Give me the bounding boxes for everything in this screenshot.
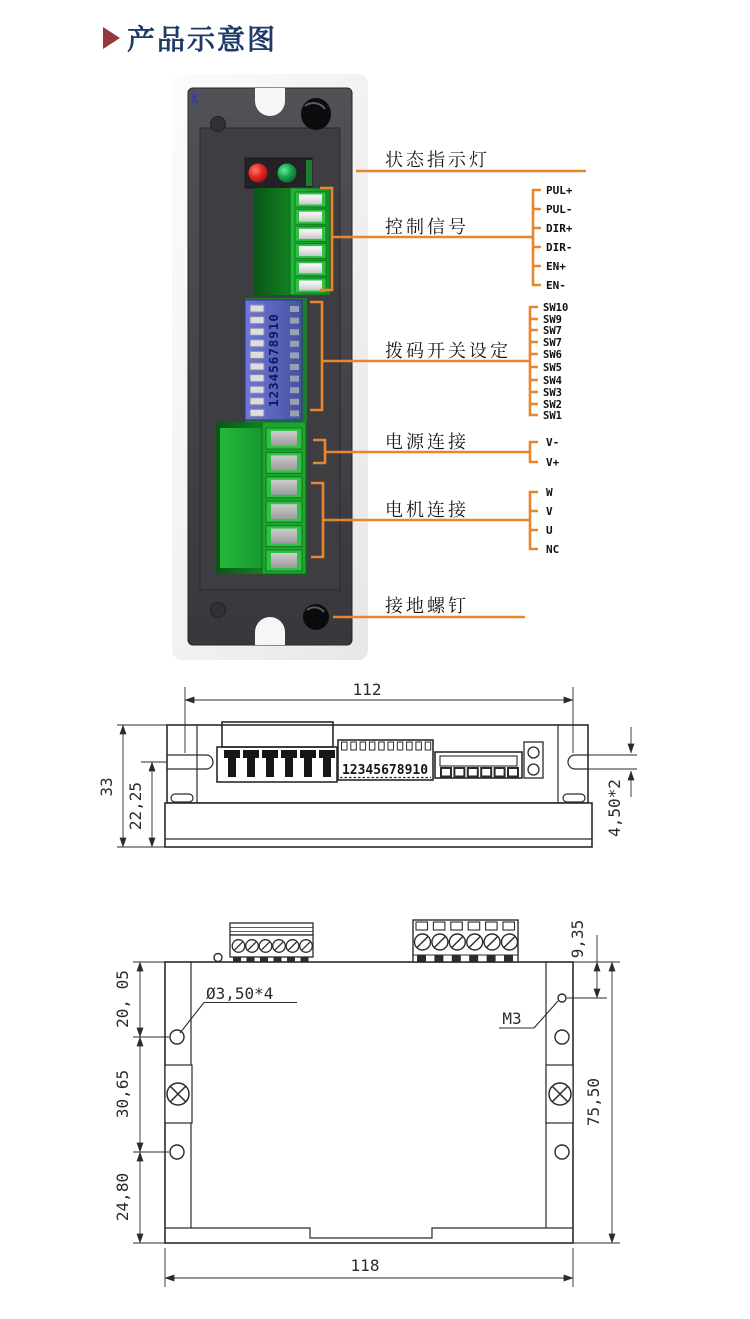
drawing-front-view bbox=[105, 905, 675, 1305]
diameter-leader bbox=[180, 1003, 297, 1034]
dim-2005: 20, 05 bbox=[113, 970, 132, 1028]
front-view-right-terminal bbox=[413, 920, 518, 962]
pin-label: SW3 bbox=[543, 387, 562, 399]
hole-top-left bbox=[170, 1030, 184, 1044]
pin-label: SW10 bbox=[543, 302, 569, 314]
motor-pin-labels bbox=[546, 486, 559, 556]
top-view-dip-numbers: 12345678910 bbox=[341, 763, 429, 778]
label-dip: 拨码开关设定 bbox=[385, 341, 511, 361]
dim-height-2225: 22,25 bbox=[126, 781, 145, 831]
label-ground: 接地螺钉 bbox=[385, 596, 469, 616]
product-photo-diagram bbox=[150, 70, 630, 670]
front-view-left-terminal bbox=[230, 923, 313, 962]
hole-bottom-left bbox=[170, 1145, 184, 1159]
drawing-top-view bbox=[95, 675, 655, 870]
dim-3065: 30,65 bbox=[113, 1069, 132, 1119]
pin-label: SW6 bbox=[543, 349, 562, 361]
dip-pin-labels bbox=[543, 302, 568, 422]
page-title: 产品示意图 bbox=[127, 24, 278, 55]
dim-slot-450: 4,50*2 bbox=[605, 779, 624, 837]
hole-top-right bbox=[555, 1030, 569, 1044]
control-signal-connector bbox=[254, 188, 330, 295]
pin-label: PUL+ bbox=[546, 184, 573, 197]
right-screw-head bbox=[563, 794, 585, 802]
pin-label: SW7 bbox=[543, 337, 562, 349]
pin-label: NC bbox=[546, 543, 560, 556]
status-led-panel bbox=[245, 158, 312, 188]
pin-label: PUL- bbox=[546, 203, 573, 216]
pin-label: EN- bbox=[546, 279, 566, 292]
label-control: 控制信号 bbox=[385, 217, 469, 237]
power-motor-terminal bbox=[216, 422, 306, 574]
front-view-rails bbox=[165, 962, 573, 1238]
pin-label: U bbox=[546, 524, 553, 537]
pin-label: SW1 bbox=[543, 410, 562, 422]
bottom-flange bbox=[165, 1228, 573, 1238]
bottom-left-hole bbox=[211, 603, 226, 618]
label-m3: M3 bbox=[502, 1009, 522, 1028]
hole-m3 bbox=[558, 994, 566, 1002]
page-header bbox=[103, 18, 277, 58]
dim-2480: 24,80 bbox=[113, 1172, 132, 1222]
green-led-icon bbox=[278, 164, 297, 183]
driver-device bbox=[188, 88, 352, 645]
pin-label: V+ bbox=[546, 456, 560, 469]
red-led-icon bbox=[249, 164, 268, 183]
label-hole-diameter: Ø3,50*4 bbox=[206, 984, 274, 1003]
dim-height-33: 33 bbox=[97, 777, 116, 797]
left-screw-head bbox=[171, 794, 193, 802]
small-top-detail-hole bbox=[214, 954, 222, 962]
dim-118: 118 bbox=[350, 1256, 380, 1275]
dip-switch bbox=[245, 298, 307, 422]
pin-label: SW4 bbox=[543, 375, 562, 387]
top-left-hole bbox=[211, 117, 226, 132]
dim-935: 9,35 bbox=[568, 919, 587, 959]
pcb-edge bbox=[306, 160, 312, 186]
dip-switch-numbers: 12345678910 bbox=[266, 313, 281, 407]
pin-label: V bbox=[546, 505, 553, 518]
label-status: 状态指示灯 bbox=[385, 150, 490, 170]
pin-label: SW9 bbox=[543, 314, 562, 326]
power-pin-labels bbox=[546, 436, 560, 469]
section-arrow-icon bbox=[103, 27, 120, 49]
control-pin-labels bbox=[546, 184, 573, 292]
front-view-screws bbox=[167, 1083, 571, 1105]
pin-label: SW7 bbox=[543, 325, 562, 337]
pin-label: DIR- bbox=[546, 241, 573, 254]
top-view-led-box bbox=[524, 742, 543, 778]
dim-7550: 75,50 bbox=[584, 1077, 603, 1127]
label-power: 电源连接 bbox=[385, 432, 469, 452]
pin-label: EN+ bbox=[546, 260, 566, 273]
front-view-body bbox=[165, 962, 573, 1243]
dim-width-112: 112 bbox=[352, 680, 382, 699]
pin-label: SW5 bbox=[543, 362, 562, 374]
hole-bottom-right bbox=[555, 1145, 569, 1159]
pin-label: V- bbox=[546, 436, 560, 449]
label-motor: 电机连接 bbox=[385, 500, 469, 520]
pin-label: DIR+ bbox=[546, 222, 573, 235]
pin-label: W bbox=[546, 486, 553, 499]
pin-label: SW2 bbox=[543, 399, 562, 411]
